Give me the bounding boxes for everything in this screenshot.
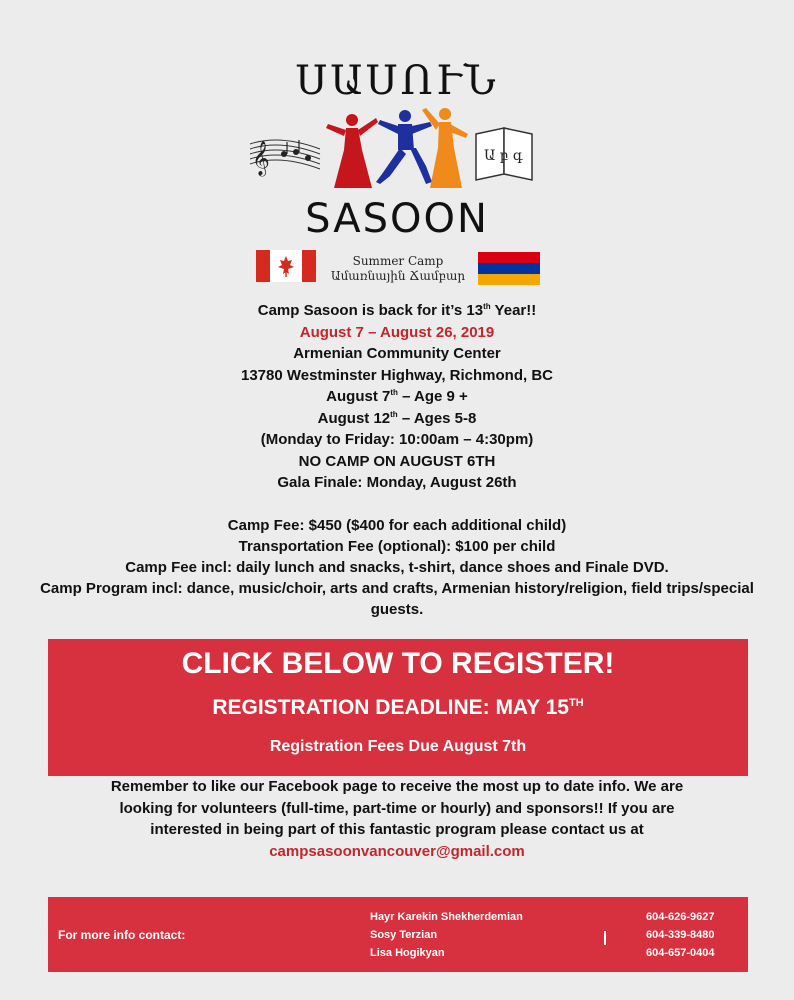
address: 13780 Westminster Highway, Richmond, BC [240,366,554,384]
contact-name: Hayr Karekin Shekherdemian [370,911,523,923]
facebook-volunteer-note [110,776,684,862]
book-letters: Ա բ գ [484,148,523,164]
contact-email-link[interactable]: campsasoonvancouver@gmail.com [269,842,525,860]
music-notes-icon [250,140,320,177]
subtitle-english: Summer Camp [352,254,444,268]
canada-flag-icon [256,250,316,282]
note-text: Remember to like our Facebook page to receive the most up to date info. We are looking for volunteers (full-time, part-time or hourly) and sponsors!! If you are interested in being part of this fantastic program please contact us at [110,778,684,838]
camp-dates: August 7 – August 26, 2019 [299,323,495,341]
book-icon [476,128,532,180]
contact-phone[interactable]: 604-657-0404 [646,947,715,959]
camp-hours: (Monday to Friday: 10:00am – 4:30pm) [260,431,534,448]
contact-phone[interactable]: 604-626-9627 [646,911,715,923]
red-dancer-icon [326,114,378,188]
svg-text:𝄞: 𝄞 [252,141,270,176]
armenian-title: ՍԱՍՈՒՆ [295,58,499,104]
contact-name: Sosy Terzian [370,929,438,941]
camp-info [0,300,794,494]
registration-fees-due: Registration Fees Due August 7th [269,738,527,755]
summer-camp-subtitle [320,254,476,284]
armenia-flag-icon [478,252,540,285]
contact-names [370,908,523,962]
no-camp-notice: NO CAMP ON AUGUST 6TH [298,452,496,470]
camp-fee: Camp Fee: $450 ($400 for each additional child) [227,517,567,534]
contact-label: For more info contact: [58,928,186,942]
session-younger: August 12th – Ages 5-8 [317,409,477,427]
camp-program: Camp Program incl: dance, music/choir, arts and crafts, Armenian history/religion, field trips/special guests. [40,580,754,618]
fee-includes: Camp Fee incl: daily lunch and snacks, t-shirt, dance shoes and Finale DVD. [125,559,669,576]
registration-deadline: REGISTRATION DEADLINE: MAY 15TH [212,696,584,719]
contact-name: Lisa Hogikyan [370,947,445,959]
contact-phone[interactable]: 604-339-8480 [646,929,715,941]
session-older: August 7th – Age 9 + [326,388,468,405]
blue-dancer-icon [376,110,432,184]
gala-finale: Gala Finale: Monday, August 26th [277,474,517,491]
registration-banner[interactable] [48,639,748,776]
contact-phones [646,908,715,962]
register-link[interactable]: CLICK BELOW TO REGISTER! [181,647,615,680]
transport-fee: Transportation Fee (optional): $100 per child [238,538,556,555]
intro-line: Camp Sasoon is back for it’s 13th Year!! [257,302,537,319]
fees-section [40,515,754,620]
venue: Armenian Community Center [293,345,501,362]
logo-illustration [240,104,540,196]
latin-title: SASOON [305,196,489,242]
contact-banner [48,897,748,972]
subtitle-armenian: Ամառնային Ճամբար [330,269,466,283]
divider [604,931,606,945]
